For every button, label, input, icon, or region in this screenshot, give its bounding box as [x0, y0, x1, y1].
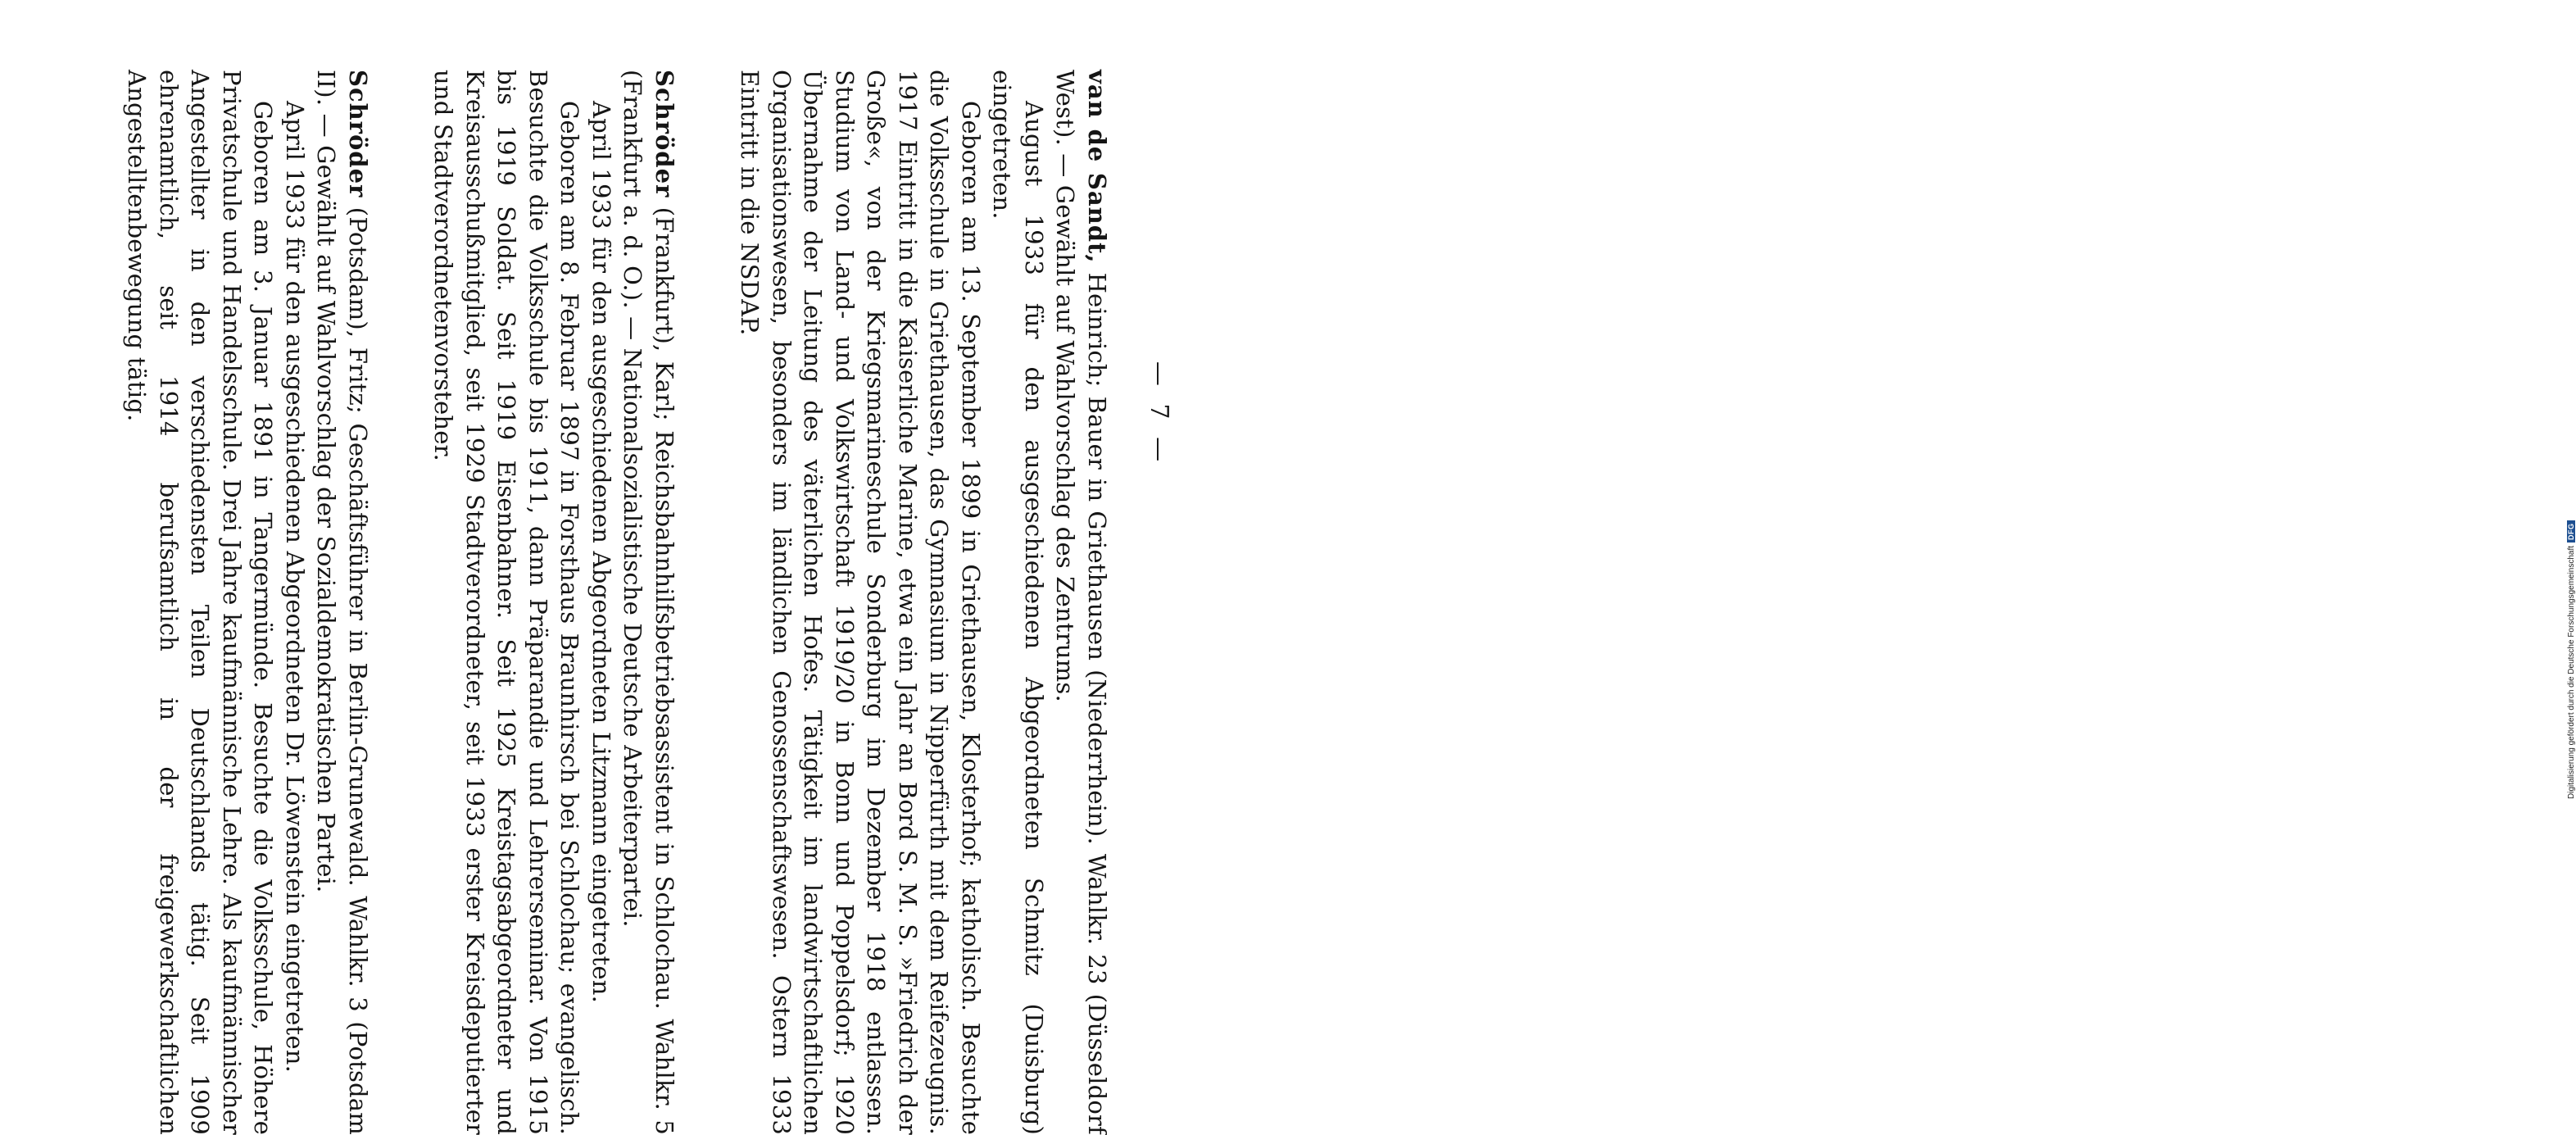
- page-number: — 7 —: [1145, 361, 1173, 467]
- entry-header-text: (Potsdam), Fritz; Geschäftsführer in Berlin-Grunewald. Wahlkr. 3 (Potsdam II). — Gewählt auf Wahlvorschlag der Sozialdemokratischen Partei.: [312, 70, 372, 1135]
- entry-schroeder-frankfurt: [428, 70, 680, 1135]
- document-page: [0, 29, 1173, 1135]
- entry-biography: Geboren am 3. Januar 1891 in Tangermünde. Besuchte die Volksschule, Höhere Privatschule und Handelsschule. Drei Jahre kaufmännische Lehre. Als kaufmännischer Angestellter in den verschiedensten Teilen Deutschlands tätig. Seit 1909 ehrenamtlich, seit 1914 berufsamtlich in der freigewerkschaftlichen Angestelltenbewegung tätig.: [123, 70, 278, 1135]
- document-body: [100, 70, 1113, 1135]
- entry-name: van de Sandt,: [1083, 70, 1111, 264]
- entry-schroeder-potsdam: [121, 70, 374, 1135]
- entry-membership: April 1933 für den ausgeschiedenen Abgeordneten Dr. Löwenstein eingetreten.: [281, 101, 309, 1074]
- entry-van-de-sandt: [734, 70, 1113, 1135]
- entry-header-text: Heinrich; Bauer in Griethausen (Niederrhein). Wahlkr. 23 (Düsseldorf West). — Gewählt auf Wahlvorschlag des Zentrums.: [1051, 70, 1111, 1135]
- entry-name: Schröder: [651, 70, 678, 198]
- entry-biography: Geboren am 8. Februar 1897 in Forsthaus Braunhirsch bei Schlochau; evangelisch. Besuchte die Volksschule bis 1911, dann Präparandie und Lehrerseminar. Von 1915 bis 1919 Soldat. Seit 1919 Eisenbahner. Seit 1925 Kreistagsabgeordneter und Kreisausschußmitglied, seit 1929 Stadtverordneter, seit 1933 erster Kreisdeputierter und Stadtverordnetenvorsteher.: [429, 70, 584, 1135]
- credit-text: Digitalisierung gefördert durch die Deutsche Forschungsgemeinschaft: [2567, 545, 2576, 799]
- digitization-credit-strip: [1273, 0, 2576, 819]
- entry-header-text: (Frankfurt), Karl; Reichsbahnhilfsbetriebsassistent in Schlochau. Wahlkr. 5 (Frankfurt a. d. O.). — Nationalsozialistische Deutsche Arbeiterpartei.: [619, 70, 678, 1135]
- dfg-logo: DFG: [2567, 520, 2575, 543]
- entry-membership: August 1933 für den ausgeschiedenen Abgeordneten Schmitz (Duisburg) eingetreten.: [988, 70, 1048, 1135]
- entry-name: Schröder: [344, 70, 372, 198]
- digitization-credit: [2567, 20, 2576, 799]
- entry-membership: April 1933 für den ausgeschiedenen Abgeordneten Litzmann eingetreten.: [587, 101, 615, 1004]
- entry-biography: Geboren am 13. September 1899 in Griethausen, Klosterhof; katholisch. Besuchte die Volksschule in Griethausen, das Gymnasium in Nipperfürth mit dem Reifezeugnis. 1917 Eintritt in die Kaiserliche Marine, etwa ein Jahr an Bord S. M. S. »Friedrich der Große«, von der Kriegsmarineschule Sonderburg im Dezember 1918 entlassen. Studium von Land- und Volkswirtschaft 1919/20 in Bonn und Poppelsdorf; 1920 Übernahme der Leitung des väterlichen Hofes. Tätigkeit im landwirtschaftlichen Organisationswesen, besonders im ländlichen Genossenschaftswesen. Ostern 1933 Eintritt in die NSDAP.: [736, 70, 985, 1135]
